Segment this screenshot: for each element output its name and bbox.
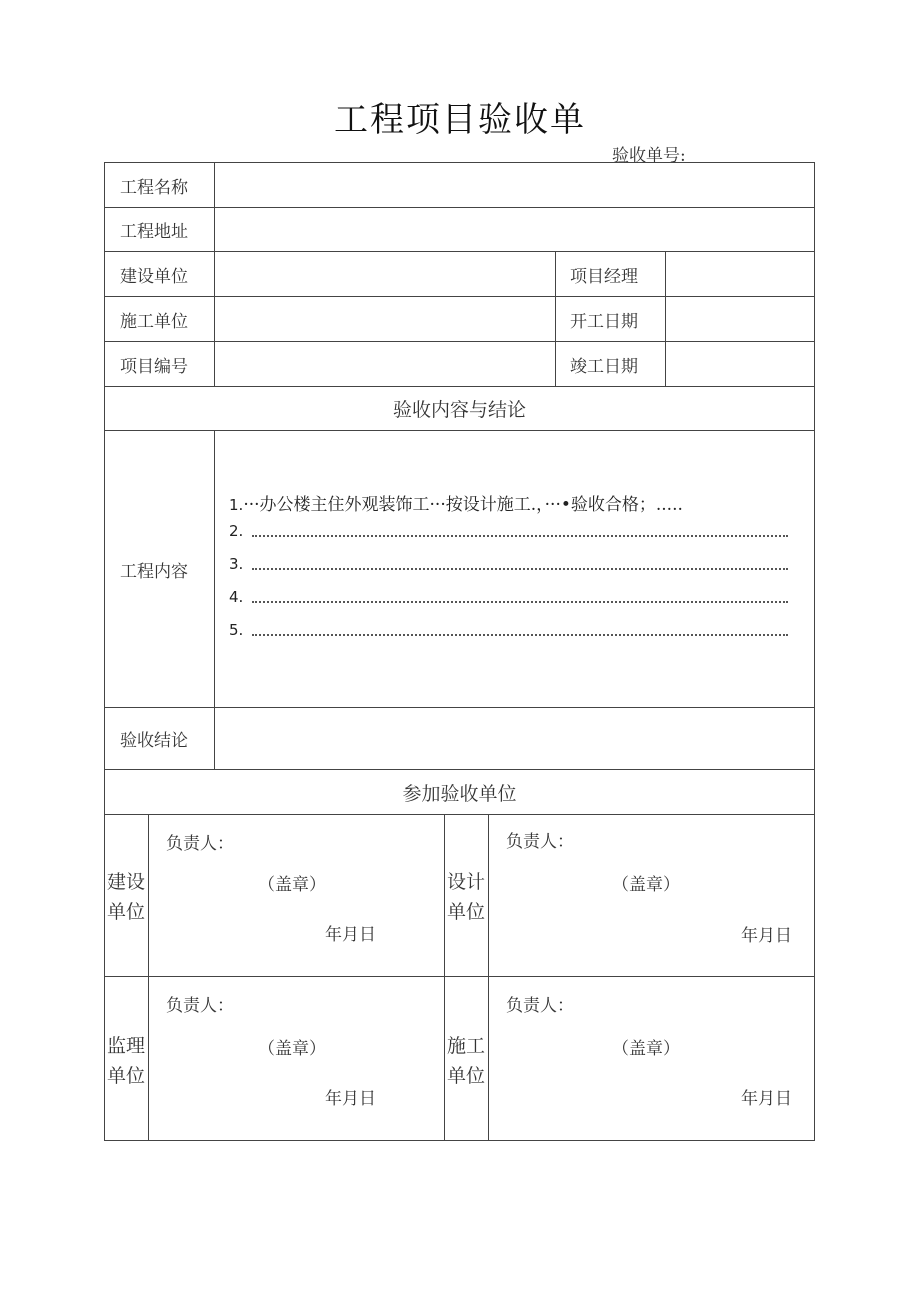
design-date-label: 年月日 [741,926,792,946]
content-item-number: 2. [229,522,244,540]
content-item-number: 4. [229,588,244,606]
supervision-seal-label: （盖章） [258,1039,326,1059]
content-item-5 [229,621,243,639]
project-name-label: 工程名称 [120,177,188,198]
supervision-unit-cell-label [104,1031,148,1091]
owner-unit-field[interactable] [215,252,555,296]
conclusion-field[interactable] [215,708,814,769]
content-item-4-dotted-line[interactable] [252,601,788,603]
unit-name-top: 监理 [106,1035,145,1057]
supervision-responsible-label: 负责人： [166,996,234,1016]
unit-name-bottom: 单位 [446,901,485,923]
start-date-field[interactable] [666,297,814,341]
content-item-number: 5. [229,621,244,639]
page-title: 工程项目验收单 [334,100,586,140]
unit-name-bottom: 单位 [446,1065,485,1087]
completion-date-field[interactable] [666,342,814,386]
content-item-2 [229,522,243,540]
content-item-2-dotted-line[interactable] [252,535,788,537]
acceptance-section-title: 验收内容与结论 [392,399,526,421]
content-item-5-dotted-line[interactable] [252,634,788,636]
project-manager-field[interactable] [666,252,814,296]
owner-unit-label: 建设单位 [120,266,188,287]
unit-name-top: 建设 [106,871,145,893]
project-content-label: 工程内容 [120,561,188,582]
owner-date-label: 年月日 [325,925,376,945]
column-divider [555,251,556,386]
unit-name-bottom: 单位 [106,901,145,923]
column-divider [148,814,149,1141]
owner-responsible-label: 负责人： [166,834,234,854]
design-responsible-label: 负责人： [506,832,574,852]
form-number-label: 验收单号: [612,146,686,166]
unit-name-top: 设计 [446,871,485,893]
project-address-field[interactable] [215,208,814,251]
content-item-3 [229,555,243,573]
content-item-4 [229,588,243,606]
project-manager-label: 项目经理 [570,266,638,287]
construction-unit-field[interactable] [215,297,555,341]
content-item-number: 1. [229,496,244,514]
project-code-label: 项目编号 [120,356,188,377]
project-name-field[interactable] [215,163,814,207]
supervision-date-label: 年月日 [325,1089,376,1109]
owner-unit-cell-label [104,867,148,927]
completion-date-label: 竣工日期 [570,356,638,377]
content-item-number: 3. [229,555,244,573]
project-address-label: 工程地址 [120,222,188,242]
column-divider [488,814,489,1141]
construction-unit-cell-label [444,1031,488,1091]
owner-seal-label: （盖章） [258,875,326,895]
project-code-field[interactable] [215,342,555,386]
conclusion-label: 验收结论 [120,731,188,751]
content-item-1 [229,490,683,515]
construction-date-label: 年月日 [741,1089,792,1109]
participants-section-title: 参加验收单位 [402,782,517,805]
start-date-label: 开工日期 [570,311,638,332]
construction-responsible-label: 负责人： [506,996,574,1016]
content-item-text[interactable]: ···办公楼主住外观装饰工···按设计施工.，···•验收合格；..... [243,495,683,515]
unit-name-top: 施工 [446,1035,485,1057]
row-divider [104,976,815,977]
construction-unit-label: 施工单位 [120,311,188,332]
design-seal-label: （盖章） [612,875,680,895]
column-divider [444,814,445,1141]
row-divider [104,430,815,431]
content-item-3-dotted-line[interactable] [252,568,788,570]
construction-seal-label: （盖章） [612,1039,680,1059]
row-divider [104,814,815,815]
design-unit-cell-label [444,867,488,927]
unit-name-bottom: 单位 [106,1065,145,1087]
